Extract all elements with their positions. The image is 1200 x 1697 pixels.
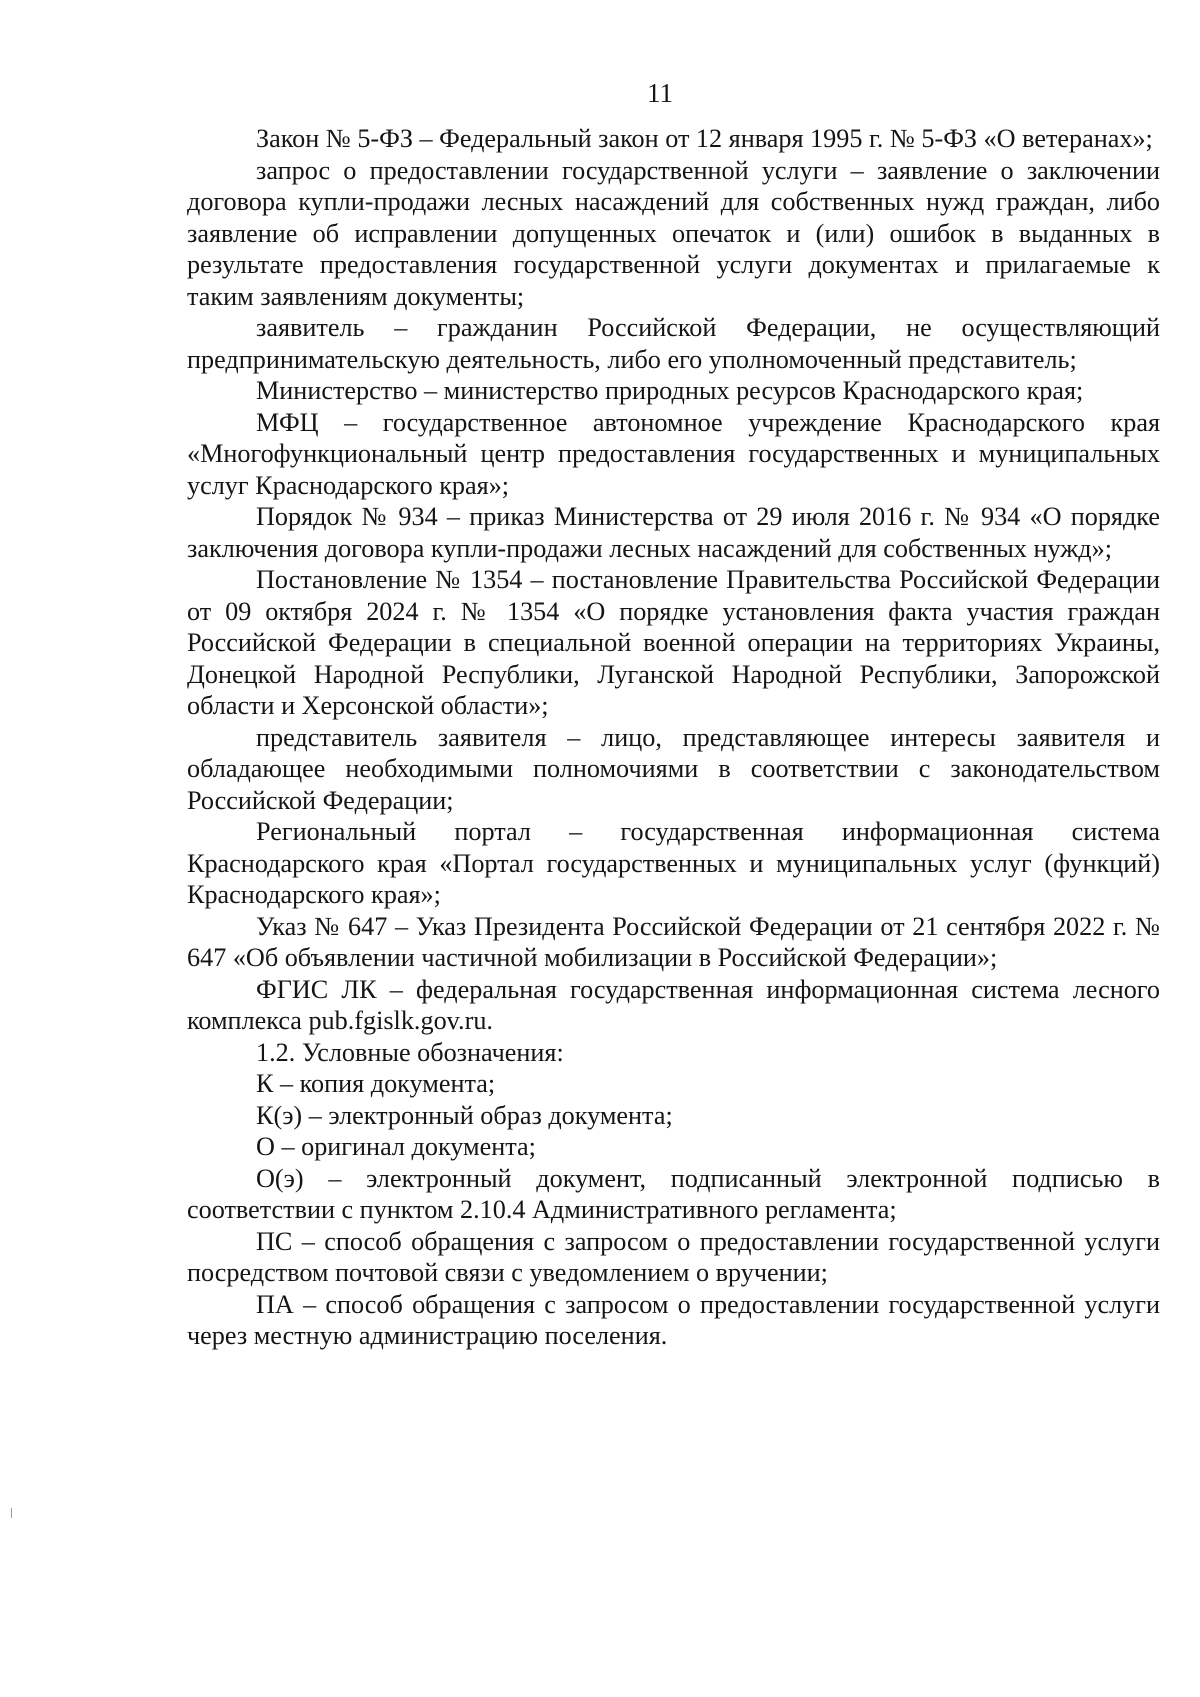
abbreviation-item: О(э) – электронный документ, подписанный электронной подписью в соответствии с пунктом 2.10.4 Административного регламента; (187, 1163, 1160, 1224)
abbreviation-item: О – оригинал документа; (256, 1132, 536, 1161)
definition-paragraph: Региональный портал – государственная информационная система Краснодарского края «Портал государственных и муниципальных услуг (функций) Краснодарского края»; (187, 817, 1160, 909)
abbreviation-item: К(э) – электронный образ документа; (256, 1100, 673, 1130)
definition-paragraph: Порядок № 934 – приказ Министерства от 29 июля 2016 г. № 934 «О порядке заключения договора купли-продажи лесных насаждений для собственных нужд»; (187, 502, 1160, 563)
abbreviation-item: ПС – способ обращения с запросом о предоставлении государственной услуги посредством почтовой связи с уведомлением о вручении; (187, 1226, 1160, 1287)
definition-paragraph: заявитель – гражданин Российской Федерации, не осуществляющий предпринимательскую деятельность, либо его уполномоченный представитель; (187, 313, 1160, 374)
abbreviation-item: ПА – способ обращения с запросом о предоставлении государственной услуги через местную администрацию поселения. (187, 1289, 1160, 1350)
abbreviation-item: К – копия документа; (256, 1069, 496, 1098)
page-number: 11 (647, 78, 673, 108)
section-heading: 1.2. Условные обозначения: (256, 1037, 564, 1067)
definition-paragraph: запрос о предоставлении государственной услуги – заявление о заключении договора купли-продажи лесных насаждений для собственных нужд граждан, либо заявление об исправлении допущенных опечаток и (или) ошибок в выданных в результате предоставления государственной услуги документах и прилагаемые к таким заявлениям документы; (187, 155, 1160, 311)
definition-paragraph: Указ № 647 – Указ Президента Российской Федерации от 21 сентября 2022 г. № 647 «Об объявлении частичной мобилизации в Российской Федерации»; (187, 911, 1160, 972)
definition-paragraph: Министерство – министерство природных ресурсов Краснодарского края; (256, 376, 1084, 405)
scan-artifact (11, 1508, 12, 1518)
definition-paragraph: представитель заявителя – лицо, представляющее интересы заявителя и обладающее необходимыми полномочиями в соответствии с законодательством Российской Федерации; (187, 722, 1160, 815)
definition-paragraph: Постановление № 1354 – постановление Правительства Российской Федерации от 09 октября 2024 г. № 1354 «О порядке установления факта участия граждан Российской Федерации в специальной военной операции на территориях Украины, Донецкой Народной Республики, Луганской Народной Республики, Запорожской области и Херсонской области»; (187, 565, 1160, 720)
definition-paragraph: ФГИС ЛК – федеральная государственная информационная система лесного комплекса pub.fgislk.gov.ru. (187, 974, 1160, 1035)
document-body (187, 123, 1160, 1352)
definition-paragraph: Закон № 5-ФЗ – Федеральный закон от 12 января 1995 г. № 5-ФЗ «О ветеранах»; (256, 124, 1153, 153)
definition-paragraph: МФЦ – государственное автономное учреждение Краснодарского края «Многофункциональный центр предоставления государственных и муниципальных услуг Краснодарского края»; (187, 407, 1160, 500)
